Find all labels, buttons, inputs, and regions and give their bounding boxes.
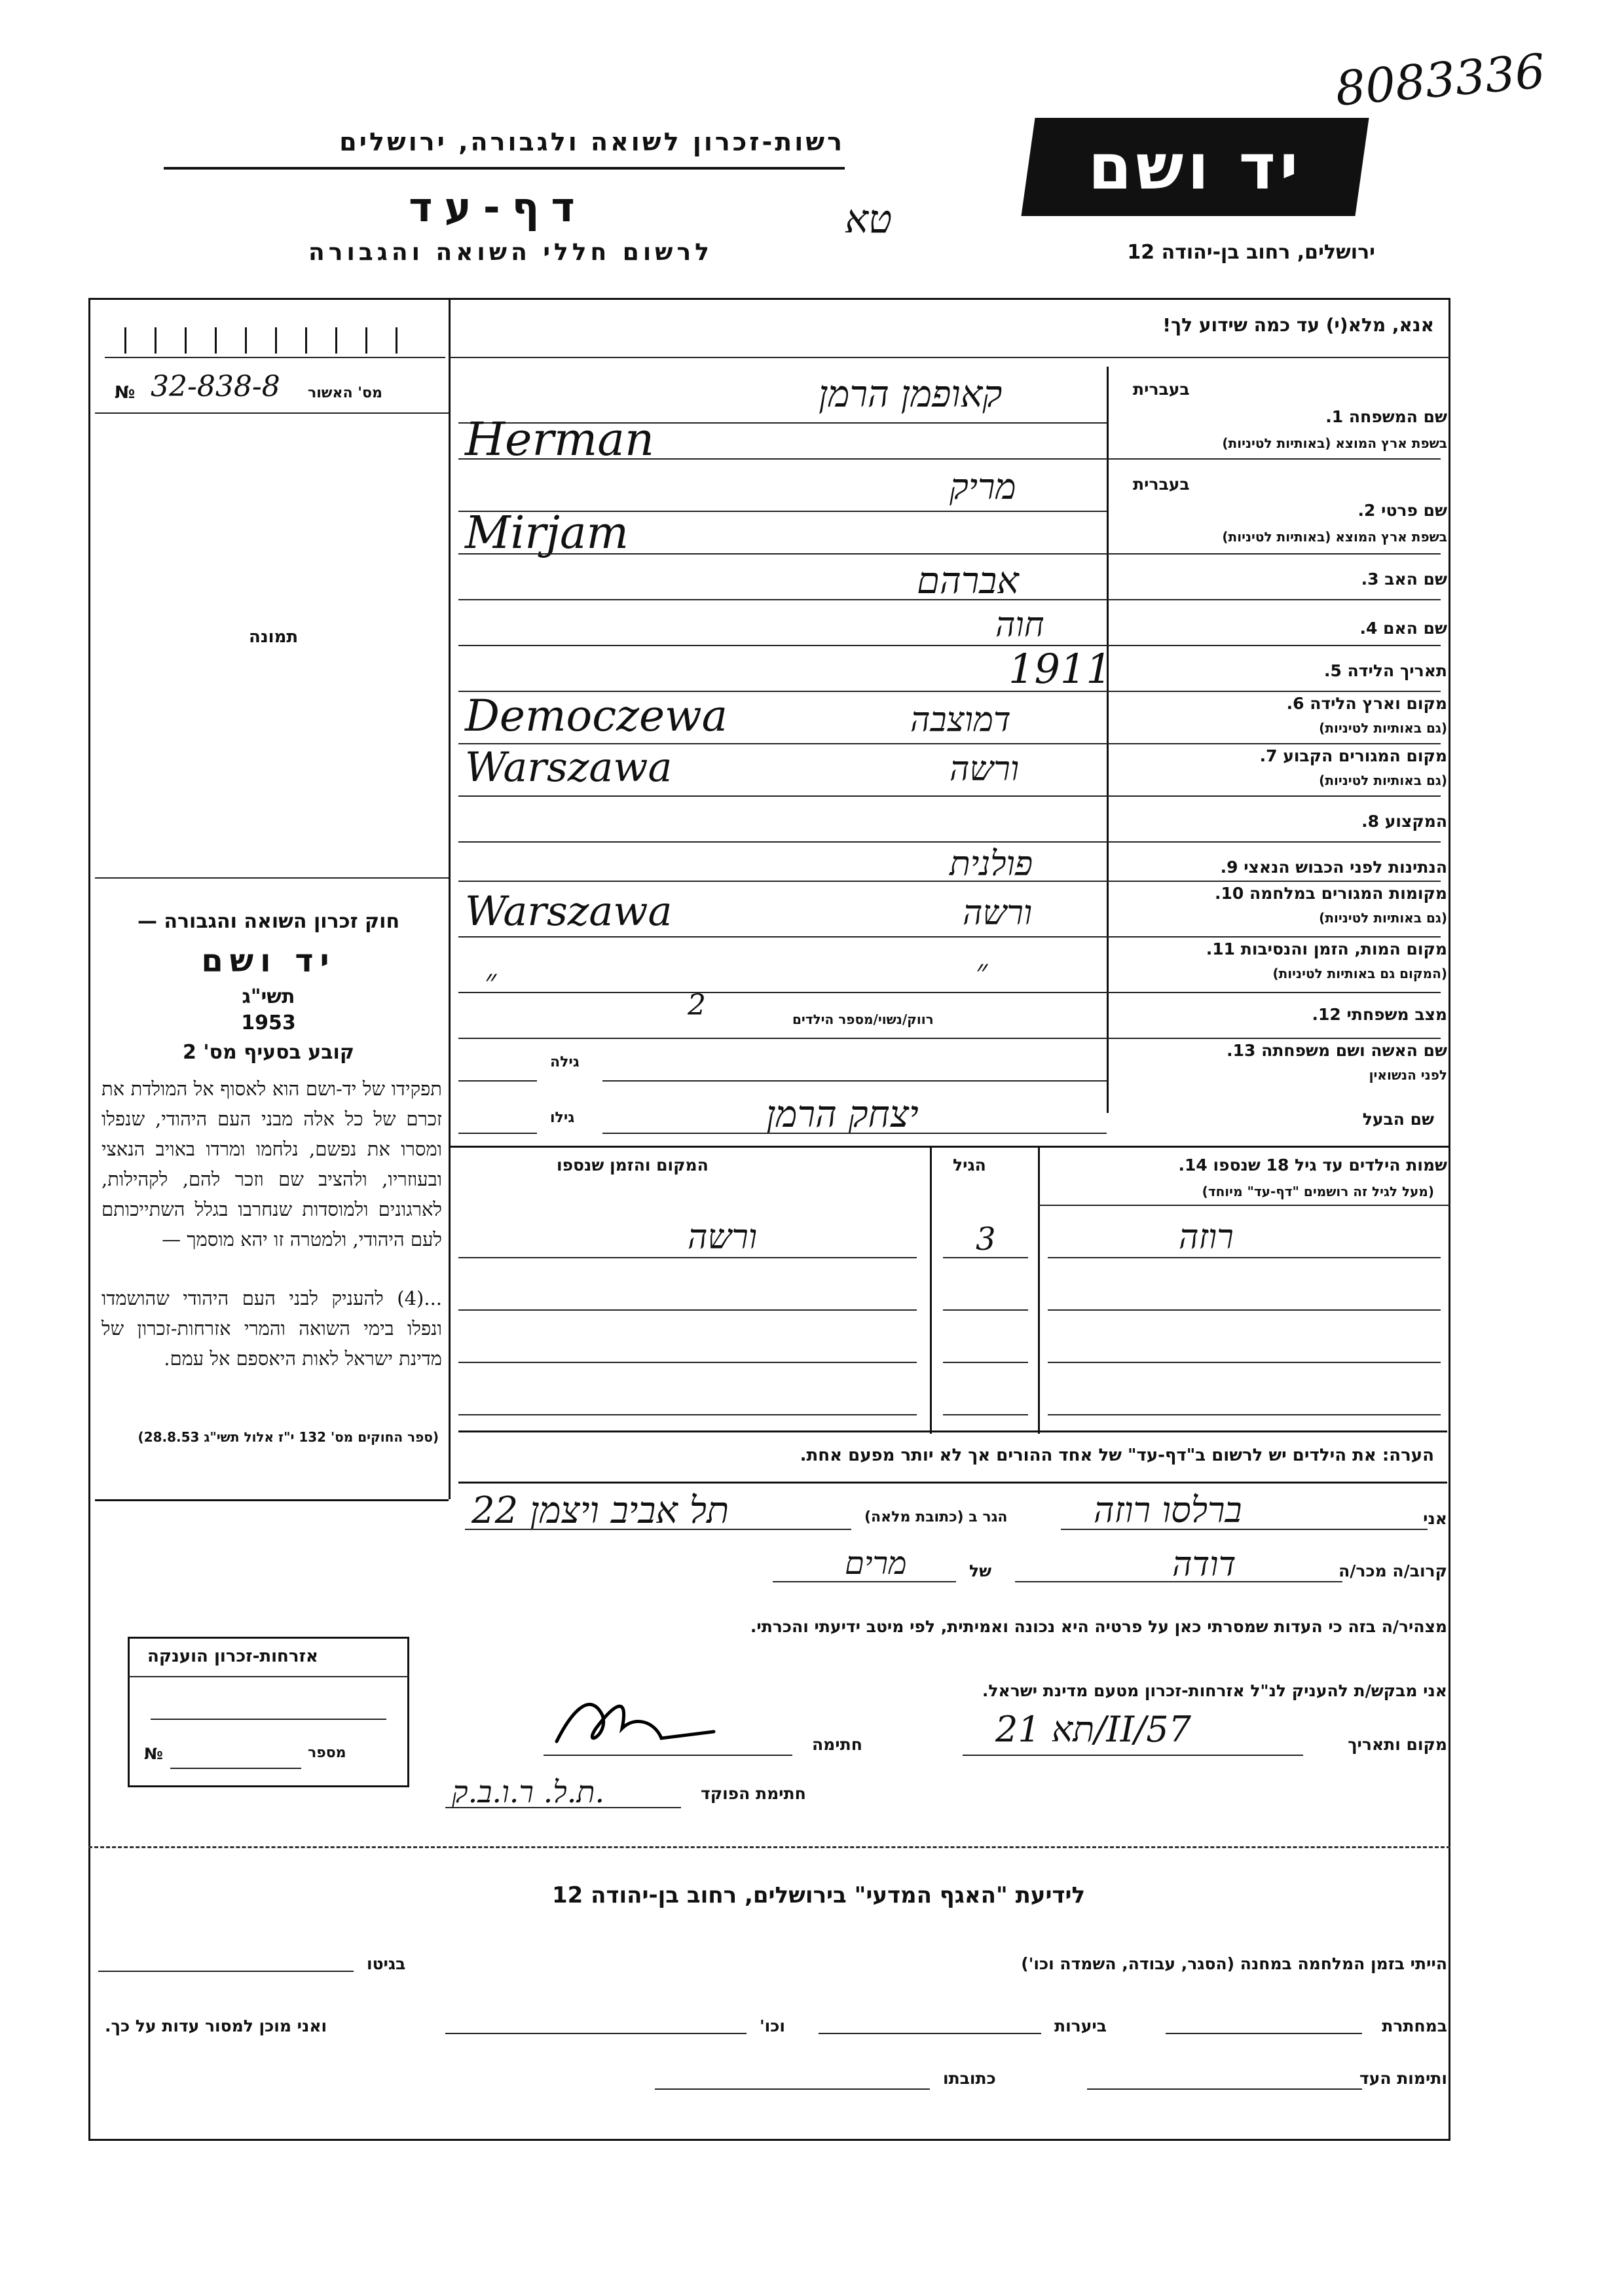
field-3-num: 3.	[1361, 570, 1379, 589]
witness-signature-line	[1087, 2088, 1362, 2090]
children-place-header: המקום והזמן שנספו	[557, 1156, 709, 1175]
declaration-text: מצהיר/ה בזה כי העדות שמסרתי כאן על פרטיה היא נכונה ואמיתית, לפי מיטב ידיעתי והכרתי.	[750, 1617, 1447, 1636]
field-6-label-text: מקום וארץ הלידה	[1310, 694, 1447, 713]
cert-underline	[95, 412, 449, 414]
child-row-1-line-c	[1048, 1257, 1441, 1258]
field-2-line	[458, 553, 1441, 555]
children-title-text: שמות הילדים עד גיל 18 שנספו	[1213, 1156, 1447, 1175]
signature-line	[544, 1755, 792, 1756]
field-12-options: רווק/נשוי/מספר הילדים	[792, 1011, 934, 1027]
field-7-label	[1260, 746, 1447, 765]
declarant-address-line	[465, 1529, 851, 1530]
left-column-divider	[449, 298, 451, 1499]
children-col-divider-2	[1038, 1146, 1040, 1434]
field-4-value[interactable]: חוה	[995, 606, 1044, 645]
field-2-label	[1357, 501, 1447, 520]
field-10-latin[interactable]: Warszawa	[465, 887, 673, 935]
relation-of-label: של	[969, 1561, 992, 1580]
note-text: הערה: את הילדים יש לרשום ב"דף-עד" של אחד ההורים אך לא יותר מפעם אחת.	[800, 1446, 1434, 1465]
clerk-line	[445, 1807, 681, 1808]
field-10-line	[458, 936, 1441, 938]
photo-label: תמונה	[249, 627, 299, 647]
bottom-underground-line	[1166, 2033, 1362, 2034]
field-10-label	[1215, 884, 1447, 903]
relation-label: קרוב/ה מכר/ה	[1338, 1561, 1447, 1580]
field-13-num: 13.	[1227, 1041, 1256, 1060]
field-5-label	[1324, 661, 1447, 680]
signature	[544, 1676, 740, 1768]
declarant-living-label: הגר ב (כתובת מלאה)	[864, 1509, 1008, 1525]
field-7-line	[458, 795, 1441, 797]
field-12-line	[458, 1038, 1441, 1039]
field-1-lang: בעברית	[1133, 380, 1190, 399]
children-title	[1179, 1156, 1447, 1175]
husband-age-line	[458, 1133, 537, 1134]
bottom-ready: ואני מוכן למסור עדות על כך.	[105, 2016, 327, 2035]
field-2-lang: בעברית	[1133, 475, 1190, 494]
field-9-label	[1221, 858, 1447, 877]
child-1-place[interactable]: ורשה	[688, 1218, 758, 1257]
intro-text: אנא, מלא(י) עד כמה שידוע לך!	[1162, 314, 1434, 336]
place-date-line	[963, 1755, 1303, 1756]
field-10-sub: (גם באותיות לטיניות)	[1319, 910, 1447, 926]
child-row-1-line-a	[458, 1257, 917, 1258]
child-1-name[interactable]: רוזה	[1179, 1218, 1234, 1257]
bottom-ghetto-label: בגיטו	[367, 1954, 406, 1973]
field-12-label	[1312, 1005, 1447, 1024]
law-name: יד ושם	[201, 943, 336, 979]
relation-value[interactable]: דודה	[1172, 1545, 1236, 1584]
document-number: 8083336	[1333, 43, 1548, 117]
declarant-name-line	[1061, 1529, 1428, 1530]
place-date-value[interactable]: תא 21/II/57	[995, 1709, 1191, 1750]
photo-bottom-line	[95, 877, 449, 879]
request-text: אני מבקש/ת להעניק לנ"ל אזרחות-זכרון מטעם מדינת ישראל.	[982, 1681, 1447, 1700]
husband-value[interactable]: יצחק הרמן	[766, 1093, 919, 1136]
field-7-label-text: מקום המגורים הקבוע	[1283, 746, 1447, 765]
hand-mark: טא	[845, 196, 893, 242]
declarant-i-label: אני	[1423, 1509, 1447, 1528]
signature-label: חתימה	[812, 1735, 862, 1754]
relation-of-line	[773, 1581, 956, 1582]
bottom-etc-line	[445, 2033, 747, 2034]
child-row-3-line-a	[458, 1362, 917, 1363]
law-title: חוק זכרון השואה והגבורה —	[137, 910, 400, 933]
field-2-hebrew[interactable]: מריק	[950, 466, 1016, 507]
clerk-label: חתימת הפוקד	[701, 1784, 806, 1803]
field-11-line	[458, 992, 1441, 993]
child-row-2-line-c	[1048, 1309, 1441, 1311]
children-num: 14.	[1178, 1156, 1208, 1175]
children-col-divider-1	[930, 1146, 932, 1434]
child-row-3-line-b	[943, 1362, 1028, 1363]
bottom-forest-line	[819, 2033, 1041, 2034]
signature-stroke	[557, 1704, 714, 1741]
field-2-label-text: שם פרטי	[1381, 501, 1447, 520]
child-1-age[interactable]: 3	[976, 1221, 996, 1258]
bottom-line1: הייתי בזמן המלחמה במחנה (הסגר, עבודה, השמדה וכו')	[1021, 1954, 1447, 1973]
field-7-sub: (גם באותיות לטיניות)	[1319, 773, 1447, 788]
children-age-header: הגיל	[953, 1156, 986, 1175]
bottom-ghetto-line	[98, 1971, 354, 1972]
husband-label: שם הבעל	[1362, 1110, 1434, 1129]
field-1-latin[interactable]: Herman	[465, 412, 655, 466]
child-row-1-line-b	[943, 1257, 1028, 1258]
relation-line	[1015, 1581, 1342, 1582]
child-row-2-line-b	[943, 1309, 1028, 1311]
child-row-4-line-b	[943, 1414, 1028, 1415]
cert-box-title-line	[128, 1676, 409, 1677]
witness-address-label: כתובתו	[943, 2069, 996, 2088]
field-3-value[interactable]: אברהם	[917, 560, 1019, 602]
field-3-label	[1361, 570, 1447, 589]
wife-age-label: גילה	[550, 1054, 580, 1070]
cert-label: מס' האשור	[308, 385, 382, 401]
field-11-value-b[interactable]: ״	[976, 953, 988, 989]
law-year: 1953	[241, 1011, 296, 1034]
field-12-children-count[interactable]: 2	[688, 989, 706, 1022]
witness-signature-label: ותימות העד	[1359, 2069, 1447, 2088]
husband-age-label: גילו	[550, 1110, 575, 1126]
field-13-label-text: שם האשה ושם משפחתה	[1261, 1041, 1447, 1060]
field-4-num: 4.	[1359, 619, 1378, 638]
authority-name: רשות-זכרון לשואה ולגבורה, ירושלים	[339, 128, 845, 156]
cert-num-sign: №	[115, 383, 136, 403]
address: ירושלים, רחוב בן-יהודה 12	[1127, 241, 1375, 264]
cert-box-line-2	[170, 1768, 301, 1769]
children-top-line	[449, 1146, 1450, 1148]
husband-line	[602, 1133, 1107, 1134]
field-1-label-text: שם המשפחה	[1348, 407, 1447, 426]
field-1-sub: בשפת ארץ המוצא (באותיות לטיניות)	[1222, 435, 1447, 451]
intro-divider	[449, 357, 1450, 358]
field-11-num: 11.	[1206, 939, 1236, 958]
child-row-3-line-c	[1048, 1362, 1441, 1363]
cert-box-number-label: מספר	[308, 1745, 346, 1761]
field-7-hebrew[interactable]: ורשה	[950, 750, 1020, 789]
field-1-num: 1.	[1325, 407, 1344, 426]
field-2-latin[interactable]: Mirjam	[465, 507, 629, 559]
wife-age-line	[458, 1080, 537, 1082]
field-6-latin[interactable]: Democzewa	[465, 691, 728, 741]
field-11-label	[1206, 939, 1447, 958]
field-2-num: 2.	[1357, 501, 1376, 520]
field-8-line	[458, 841, 1441, 843]
field-11-value-a[interactable]: ״	[485, 962, 497, 999]
field-1-line	[458, 458, 1441, 460]
cert-ticks-base	[105, 357, 445, 358]
cert-box-line-1	[151, 1719, 386, 1720]
field-9-line	[458, 881, 1441, 882]
form-title: דף-עד	[409, 183, 587, 231]
field-12-label-text: מצב משפחתי	[1346, 1005, 1447, 1024]
cut-line	[88, 1846, 1450, 1848]
cert-number: 32-838-8	[151, 370, 280, 403]
wife-name-line	[602, 1080, 1107, 1082]
field-4-label-text: שם האם	[1383, 619, 1447, 638]
field-8-label	[1361, 812, 1447, 831]
field-3-label-text: שם האב	[1384, 570, 1447, 589]
field-13-label	[1227, 1041, 1447, 1060]
bottom-etc-label: וכו'	[760, 2016, 785, 2035]
bottom-underground-label: במחתרת	[1382, 2016, 1447, 2035]
label-column-divider	[1107, 367, 1109, 1113]
witness-address-line	[655, 2088, 930, 2090]
authority-underline	[164, 167, 845, 170]
cert-box-num-sign: №	[144, 1745, 163, 1763]
field-3-line	[458, 599, 1441, 600]
field-4-label	[1360, 619, 1447, 638]
field-13-sub: לפני הנשואין	[1369, 1067, 1447, 1083]
logo-text: יד ושם	[1088, 130, 1302, 204]
field-1-label	[1325, 407, 1447, 426]
bottom-forest-label: ביערות	[1054, 2016, 1107, 2035]
field-1-hebrew[interactable]: קאופמן הרמן	[819, 373, 1003, 416]
law-item4: ...(4) להעניק לבני העם היהודי שהושמדו ונפלו בימי השואה והמרי אזרחות-זכרון של מדינת ישראל לאות היאספם אל עמם.	[101, 1287, 442, 1370]
field-5-num: 5.	[1324, 661, 1342, 680]
declarant-name[interactable]: ברלסו רוזה	[1094, 1489, 1242, 1531]
field-9-num: 9.	[1220, 858, 1238, 877]
clerk-signature[interactable]: ת.ל. ר.ו.ב.ק.	[452, 1774, 605, 1810]
place-date-label: מקום ותאריך	[1348, 1735, 1447, 1754]
field-6-hebrew[interactable]: דמוצבה	[910, 701, 1011, 740]
field-10-num: 10.	[1215, 884, 1244, 903]
field-9-label-text: הנתינות לפני הכבוש הנאצי	[1244, 858, 1447, 877]
field-8-label-text: המקצוע	[1384, 812, 1447, 831]
yad-vashem-logo	[1021, 118, 1369, 216]
child-row-4-line-c	[1048, 1414, 1441, 1415]
field-5-value[interactable]: 1911	[1008, 645, 1112, 693]
child-row-2-line-a	[458, 1309, 917, 1311]
declarant-address[interactable]: תל אביב ויצמן 22	[471, 1489, 729, 1532]
field-2-sub: בשפת ארץ המוצא (באותיות לטיניות)	[1222, 529, 1447, 545]
children-header-line	[1038, 1205, 1450, 1206]
field-11-sub: (המקום גם באותיות לטיניות)	[1272, 966, 1447, 981]
field-7-latin[interactable]: Warszawa	[465, 743, 673, 791]
child-row-4-line-a	[458, 1414, 917, 1415]
form-subtitle: לרשום חללי השואה והגבורה	[308, 239, 713, 266]
law-clause: קובע בסעיף מס' 2	[183, 1041, 354, 1064]
field-6-label	[1287, 694, 1447, 713]
field-12-num: 12.	[1312, 1005, 1341, 1024]
field-6-sub: (גם באותיות לטיניות)	[1319, 720, 1447, 736]
relation-of-value[interactable]: מרים	[845, 1545, 907, 1582]
field-11-label-text: מקום המות, הזמן והנסיבות	[1240, 939, 1447, 958]
law-text: תפקידו של יד-ושם הוא לאסוף אל המולדת את זכרם של כל אלה מבני העם היהודי, שנפלו ומסרו את נפשם, נלחמו ומרדו באויב הנאצי ובעוזריו, ולהציב שם וזכר להם, לקהילות, לארגונים ולמוסדות שנחרבו בגלל השתייכותם לעם היהודי, ולמטרה זו יהא מוסמך —	[101, 1078, 442, 1250]
bottom-heading: לידיעת "האגף המדעי" בירושלים, רחוב בן-יהודה 12	[551, 1882, 1086, 1908]
cert-ticks	[124, 327, 426, 354]
field-10-hebrew[interactable]: ורשה	[963, 894, 1033, 933]
law-source: (ספר החוקים מס' 132 י"ז אלול תשי"ג 28.8.53)	[138, 1429, 439, 1445]
cert-box-title: אזרחות-זכרון הוענקה	[147, 1647, 318, 1666]
field-6-num: 6.	[1286, 694, 1304, 713]
children-subtitle: (מעל לגיל זה רושמים "דף-עד" מיוחד)	[1202, 1184, 1434, 1199]
field-7-num: 7.	[1259, 746, 1278, 765]
field-9-value[interactable]: פולנית	[950, 845, 1033, 884]
field-4-line	[458, 645, 1441, 646]
field-5-label-text: תאריך הלידה	[1347, 661, 1447, 680]
field-10-label-text: מקומות המגורים במלחמה	[1249, 884, 1447, 903]
law-bottom-line	[95, 1499, 449, 1501]
field-8-num: 8.	[1361, 812, 1380, 831]
law-year-heb: תשי"ג	[242, 985, 295, 1008]
